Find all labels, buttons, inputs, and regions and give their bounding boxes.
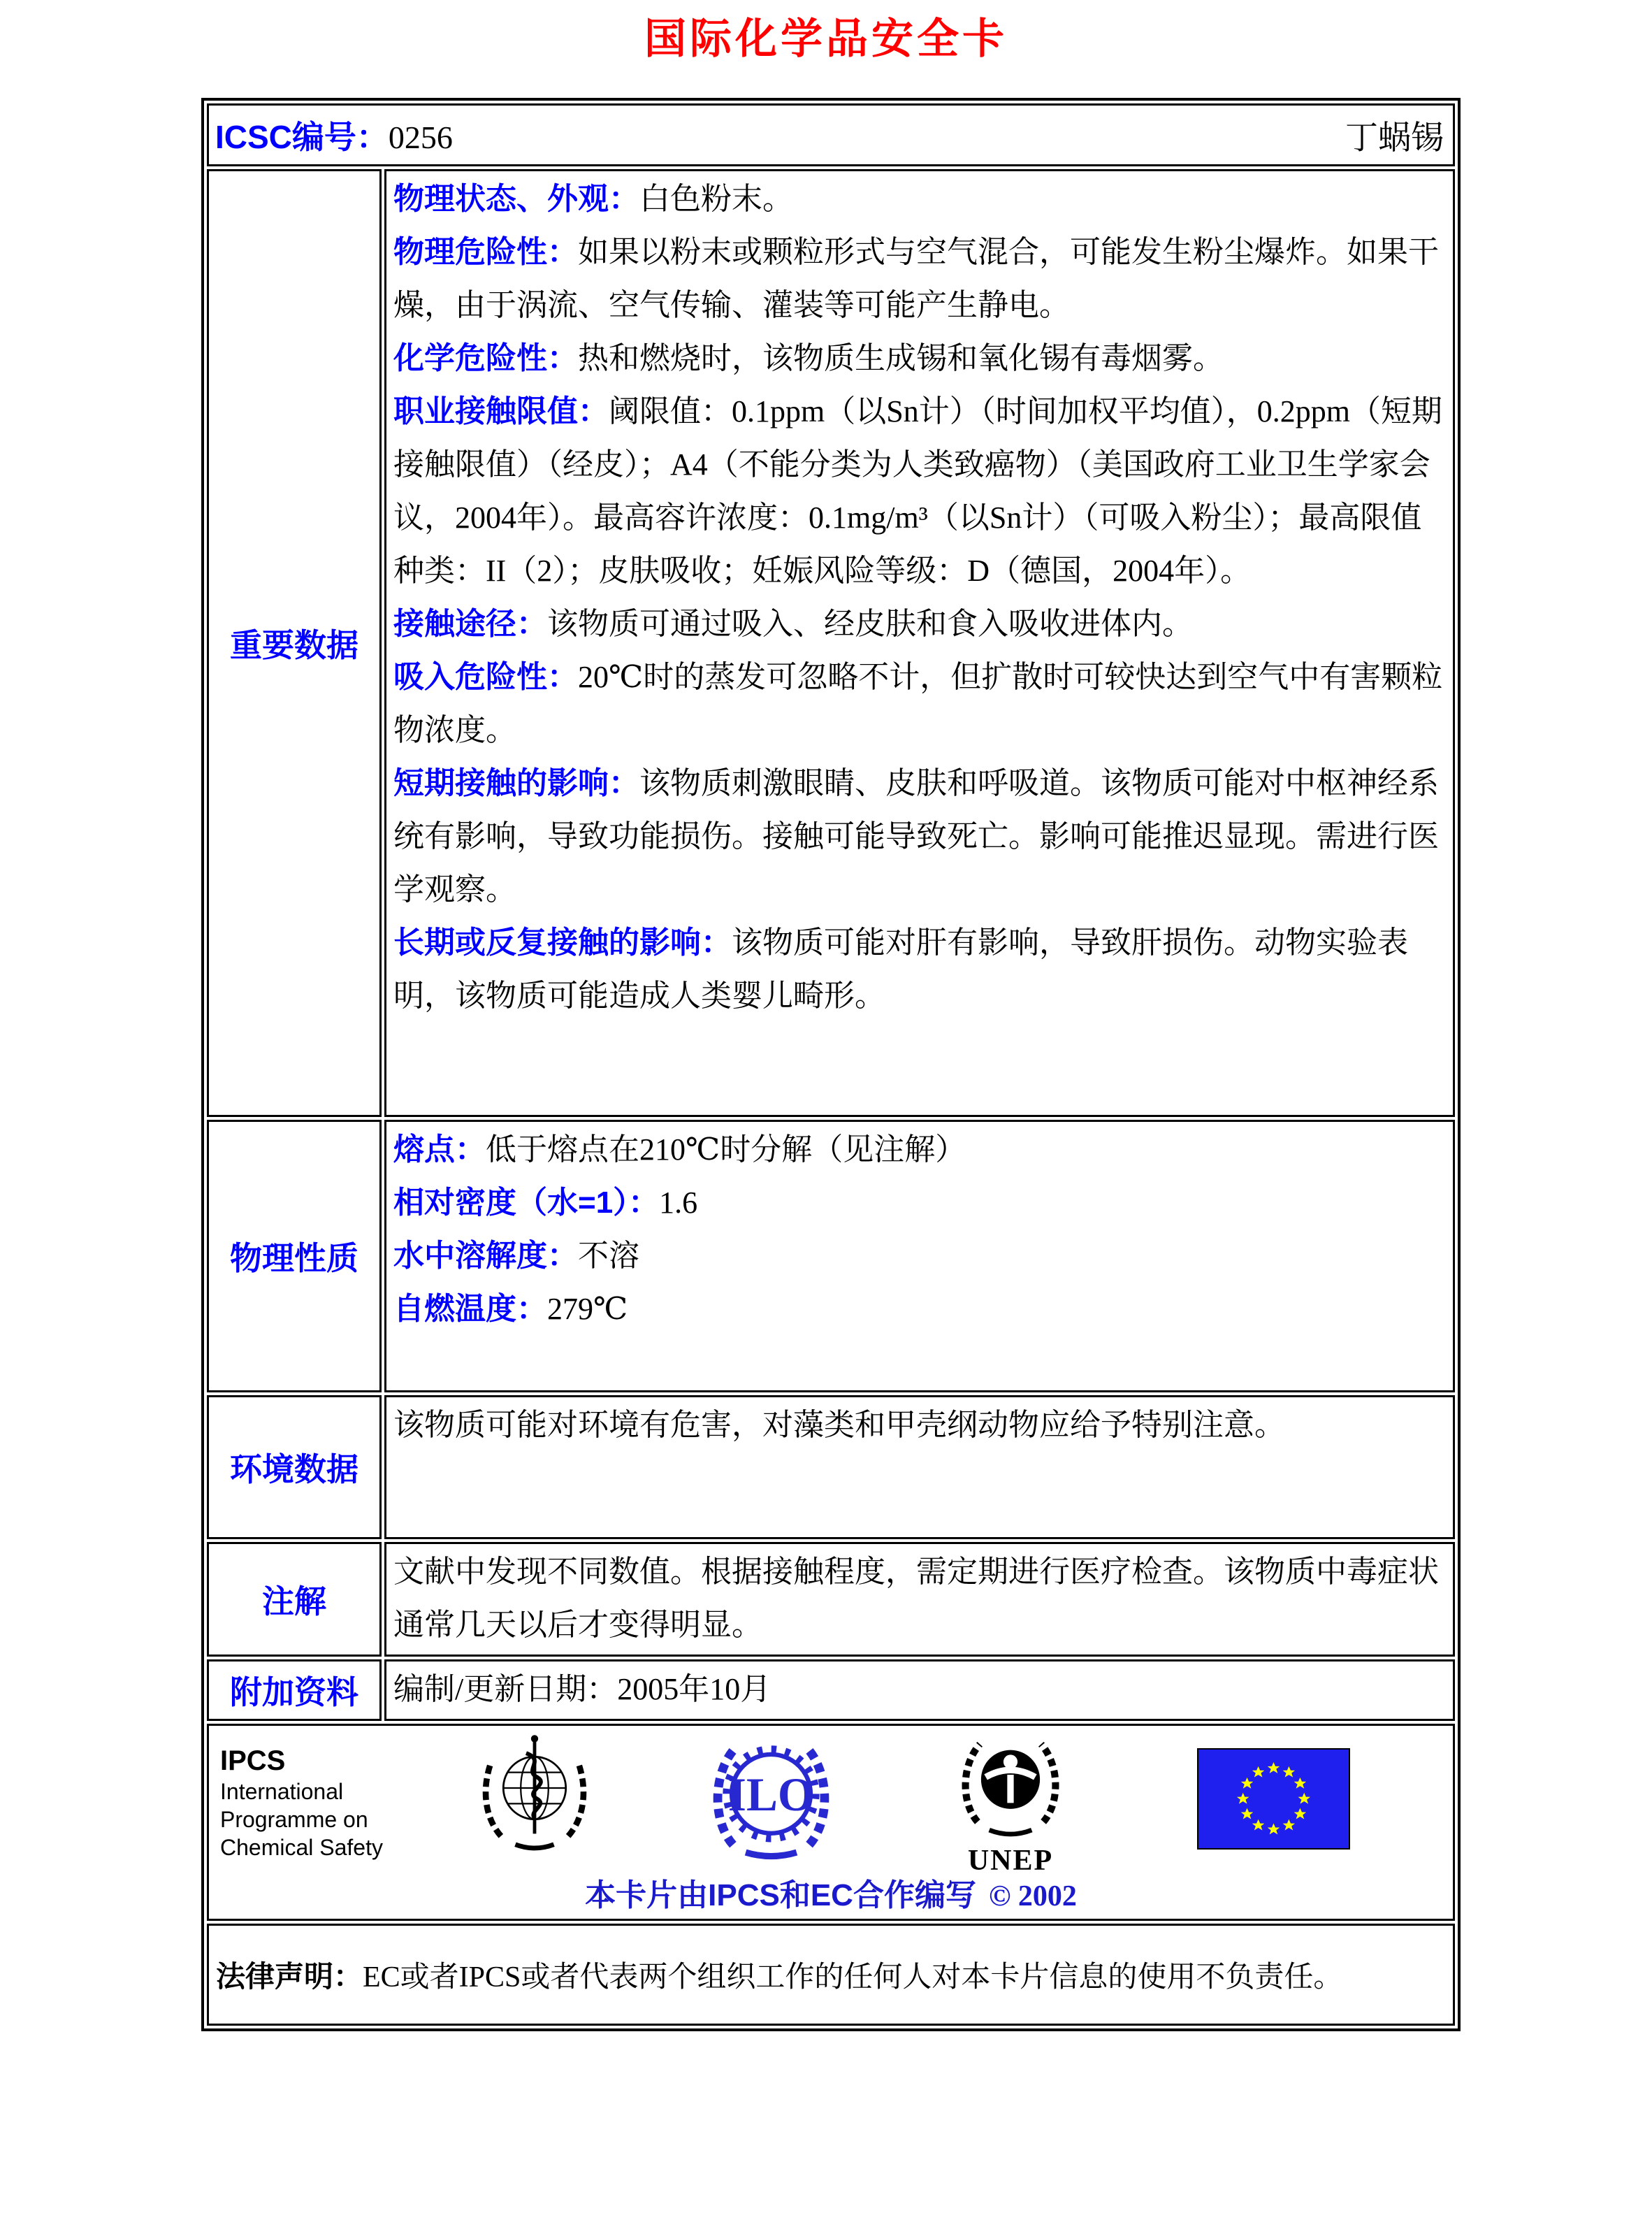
- chemical-name: 丁蜗锡: [1345, 120, 1444, 157]
- additional-info-row: [207, 1659, 1455, 1721]
- icsc-number-value: 0256: [388, 120, 453, 155]
- additional-info-content: [384, 1659, 1455, 1721]
- legal-cell: [207, 1924, 1455, 2026]
- paragraph: [393, 1399, 1447, 1452]
- paragraph-text: 阈限值：0.1ppm（以Sn计）（时间加权平均值），0.2ppm（短期接触限值）（经皮）；A4（不能分类为人类致癌物）（美国政府工业卫生学家会议，2004年）。最高容许浓度：0.1mg/m³（以Sn计）（可吸入粉尘）；最高限值种类：II（2）；皮肤吸收；妊娠风险等级：D（德国，2004年）。: [393, 394, 1442, 588]
- paragraph-text: 不溶: [578, 1239, 639, 1273]
- ipcs-name-line-1: International: [220, 1779, 344, 1804]
- credit-text: 本卡片由IPCS和EC合作编写: [585, 1878, 976, 1912]
- paragraph-label: 长期或反复接触的影响：: [393, 925, 732, 960]
- section-label-important-data: 重要数据: [207, 169, 382, 1117]
- paragraph: [393, 226, 1447, 332]
- who-logo-icon: [474, 1730, 595, 1863]
- paragraph-label: 相对密度（水=1）：: [393, 1185, 660, 1220]
- section-label-physical-properties: 物理性质: [207, 1120, 382, 1392]
- paragraph-label: 自燃温度：: [393, 1292, 547, 1326]
- ipcs-block: [220, 1744, 383, 1861]
- paragraph: [393, 1283, 1447, 1336]
- environmental-data-content: [384, 1395, 1455, 1539]
- paragraph: [393, 332, 1447, 385]
- paragraph-label: 吸入危险性：: [393, 660, 578, 694]
- paragraph-text: 如果以粉末或颗粒形式与空气混合，可能发生粉尘爆炸。如果干燥，由于涡流、空气传输、灌装等可能产生静电。: [393, 235, 1439, 322]
- important-data-content: [384, 169, 1455, 1117]
- footer-cell: [207, 1724, 1455, 1921]
- paragraph-text: 该物质可能对环境有危害，对藻类和甲壳纲动物应给予特别注意。: [393, 1408, 1285, 1442]
- paragraph-label: 物理状态、外观：: [393, 182, 639, 216]
- paragraph: [393, 1663, 1447, 1716]
- paragraph-text: 该物质刺激眼睛、皮肤和呼吸道。该物质可能对中枢神经系统有影响，导致功能损伤。接触可能导致死亡。影响可能推迟显现。需进行医学观察。: [393, 766, 1439, 907]
- footer-row: [207, 1724, 1455, 1921]
- paragraph-label: 化学危险性：: [393, 341, 578, 375]
- eu-flag-icon: [1197, 1748, 1350, 1850]
- section-label-environmental-data: 环境数据: [207, 1395, 382, 1539]
- paragraph: [393, 757, 1447, 916]
- paragraph-label: 接触途径：: [393, 607, 547, 641]
- ilo-logo-icon: [707, 1733, 836, 1860]
- paragraph-text: 编制/更新日期：2005年10月: [393, 1672, 771, 1706]
- paragraph-label: 物理危险性：: [393, 235, 578, 269]
- physical-properties-row: [207, 1120, 1455, 1392]
- notes-row: [207, 1542, 1455, 1657]
- paragraph: [393, 598, 1447, 651]
- paragraph-label: 职业接触限值：: [393, 394, 609, 428]
- paragraph: [393, 1545, 1447, 1652]
- paragraph-text: 文献中发现不同数值。根据接触程度，需定期进行医疗检查。该物质中毒症状通常几天以后才变得明显。: [393, 1555, 1439, 1642]
- paragraph: [393, 916, 1447, 1023]
- ipcs-name-line-2: Programme on: [220, 1807, 368, 1832]
- header-cell: [207, 103, 1455, 166]
- paragraph: [393, 1230, 1447, 1283]
- paragraph-label: 短期接触的影响：: [393, 766, 639, 800]
- unep-label: UNEP: [967, 1845, 1054, 1877]
- copyright-text: © 2002: [988, 1880, 1077, 1912]
- paragraph-text: 20℃时的蒸发可忽略不计，但扩散时可较快达到空气中有害颗粒物浓度。: [393, 660, 1443, 747]
- paragraph: [393, 173, 1447, 226]
- important-data-row: [207, 169, 1455, 1117]
- paragraph-text: 白色粉末。: [639, 182, 793, 216]
- paragraph-text: 279℃: [547, 1292, 628, 1326]
- legal-row: [207, 1924, 1455, 2026]
- unep-logo-icon: [951, 1730, 1070, 1842]
- paragraph-text: 1.6: [659, 1185, 698, 1220]
- icsc-number-label: ICSC编号：: [215, 119, 389, 155]
- page-title: 国际化学品安全卡: [644, 15, 1008, 62]
- notes-content: [384, 1542, 1455, 1657]
- physical-properties-content: [384, 1120, 1455, 1392]
- paragraph-label: 熔点：: [393, 1132, 486, 1167]
- paragraph-text: 低于熔点在210℃时分解（见注解）: [486, 1132, 966, 1167]
- legal-label: 法律声明：: [216, 1960, 363, 1993]
- unep-logo: [951, 1730, 1070, 1880]
- icsc-table: [201, 98, 1461, 2031]
- paragraph-label: 水中溶解度：: [393, 1239, 578, 1273]
- paragraph-text: 该物质可通过吸入、经皮肤和食入吸收进体内。: [547, 607, 1193, 641]
- ilo-letters: ILO: [727, 1768, 815, 1822]
- legal-text: EC或者IPCS或者代表两个组织工作的任何人对本卡片信息的使用不负责任。: [363, 1961, 1343, 1994]
- paragraph-text: 该物质可能对肝有影响，导致肝损伤。动物实验表明，该物质可能造成人类婴儿畸形。: [393, 925, 1408, 1013]
- paragraph-text: 热和燃烧时，该物质生成锡和氧化锡有毒烟雾。: [578, 341, 1224, 375]
- header-inner: [210, 106, 1452, 164]
- ipcs-name-line-3: Chemical Safety: [220, 1835, 383, 1860]
- ipcs-acronym: IPCS: [220, 1745, 286, 1776]
- credit-line: [209, 1870, 1453, 1915]
- paragraph: [393, 1176, 1447, 1230]
- section-label-notes: 注解: [207, 1542, 382, 1657]
- paragraph: [393, 385, 1447, 598]
- section-label-additional-info: 附加资料: [207, 1659, 382, 1721]
- header-row: [207, 103, 1455, 166]
- environmental-data-row: [207, 1395, 1455, 1539]
- icsc-number-group: [215, 112, 453, 158]
- paragraph: [393, 651, 1447, 757]
- paragraph: [393, 1123, 1447, 1176]
